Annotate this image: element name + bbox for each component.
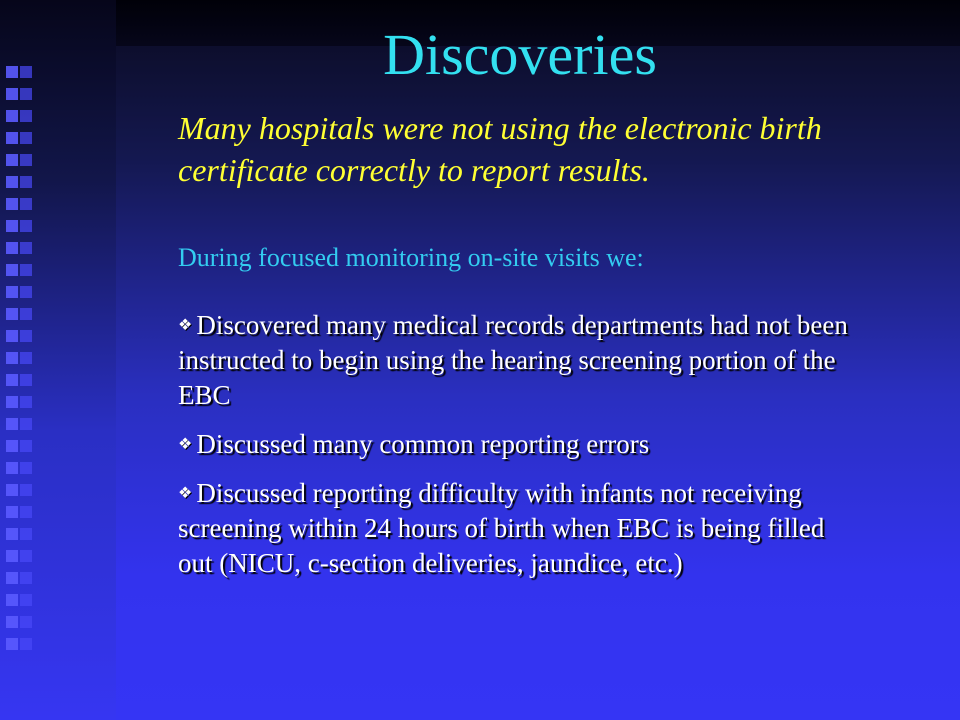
square-decoration (20, 330, 32, 342)
square-decoration (20, 308, 32, 320)
square-decoration (6, 550, 18, 562)
square-decoration (6, 308, 18, 320)
square-decoration (20, 352, 32, 364)
square-decoration (20, 440, 32, 452)
square-decoration (20, 616, 32, 628)
square-decoration (6, 528, 18, 540)
square-decoration (6, 506, 18, 518)
square-column (20, 66, 32, 660)
square-decoration (20, 418, 32, 430)
square-decoration (6, 242, 18, 254)
square-decoration (20, 374, 32, 386)
bullet-text: Discussed reporting difficulty with infants not receiving screening within 24 hours of birth when EBC is being filled out (NICU, c-section deliveries, jaundice, etc.) (178, 478, 825, 578)
bullet-text: Discussed many common reporting errors (196, 429, 650, 459)
square-decoration (20, 550, 32, 562)
square-decoration (20, 110, 32, 122)
square-decoration (20, 506, 32, 518)
square-decoration (20, 242, 32, 254)
square-decoration (20, 638, 32, 650)
square-decoration (6, 286, 18, 298)
square-decoration (6, 396, 18, 408)
square-decoration (6, 330, 18, 342)
bullet-item (178, 427, 858, 462)
bullet-item (178, 476, 858, 581)
square-decoration (20, 594, 32, 606)
square-decoration (6, 220, 18, 232)
square-column (6, 66, 18, 660)
square-decoration (6, 440, 18, 452)
square-decoration (6, 572, 18, 584)
square-decoration (20, 220, 32, 232)
square-decoration (20, 154, 32, 166)
square-decoration (6, 110, 18, 122)
square-decoration (20, 198, 32, 210)
square-decoration (20, 176, 32, 188)
square-decoration (6, 638, 18, 650)
square-decoration (6, 374, 18, 386)
bullet-list (178, 308, 858, 595)
slide-subtitle: Many hospitals were not using the electronic birth certificate correctly to report results. (178, 110, 822, 188)
diamond-bullet-icon: ❖ (178, 317, 193, 334)
square-decoration (6, 176, 18, 188)
square-decoration (20, 528, 32, 540)
bullet-text: Discovered many medical records departments had not been instructed to begin using the hearing screening portion of the EBC (178, 310, 848, 410)
square-decoration (6, 462, 18, 474)
square-decoration (6, 132, 18, 144)
square-decoration (20, 484, 32, 496)
square-decoration (6, 352, 18, 364)
square-decoration (6, 418, 18, 430)
square-decoration (6, 154, 18, 166)
bullet-item (178, 308, 858, 413)
square-decoration (20, 462, 32, 474)
square-decoration (6, 594, 18, 606)
slide-title: Discoveries (383, 22, 657, 87)
diamond-bullet-icon: ❖ (178, 436, 193, 453)
square-decoration (20, 396, 32, 408)
square-decoration (20, 132, 32, 144)
square-decoration (6, 264, 18, 276)
square-decoration (6, 484, 18, 496)
diamond-bullet-icon: ❖ (178, 485, 193, 502)
left-decorative-band (0, 0, 116, 720)
square-decoration (6, 616, 18, 628)
square-decoration (20, 572, 32, 584)
square-decoration (20, 264, 32, 276)
square-decoration (6, 198, 18, 210)
intro-text: During focused monitoring on-site visits we: (178, 243, 644, 272)
square-decoration (20, 286, 32, 298)
